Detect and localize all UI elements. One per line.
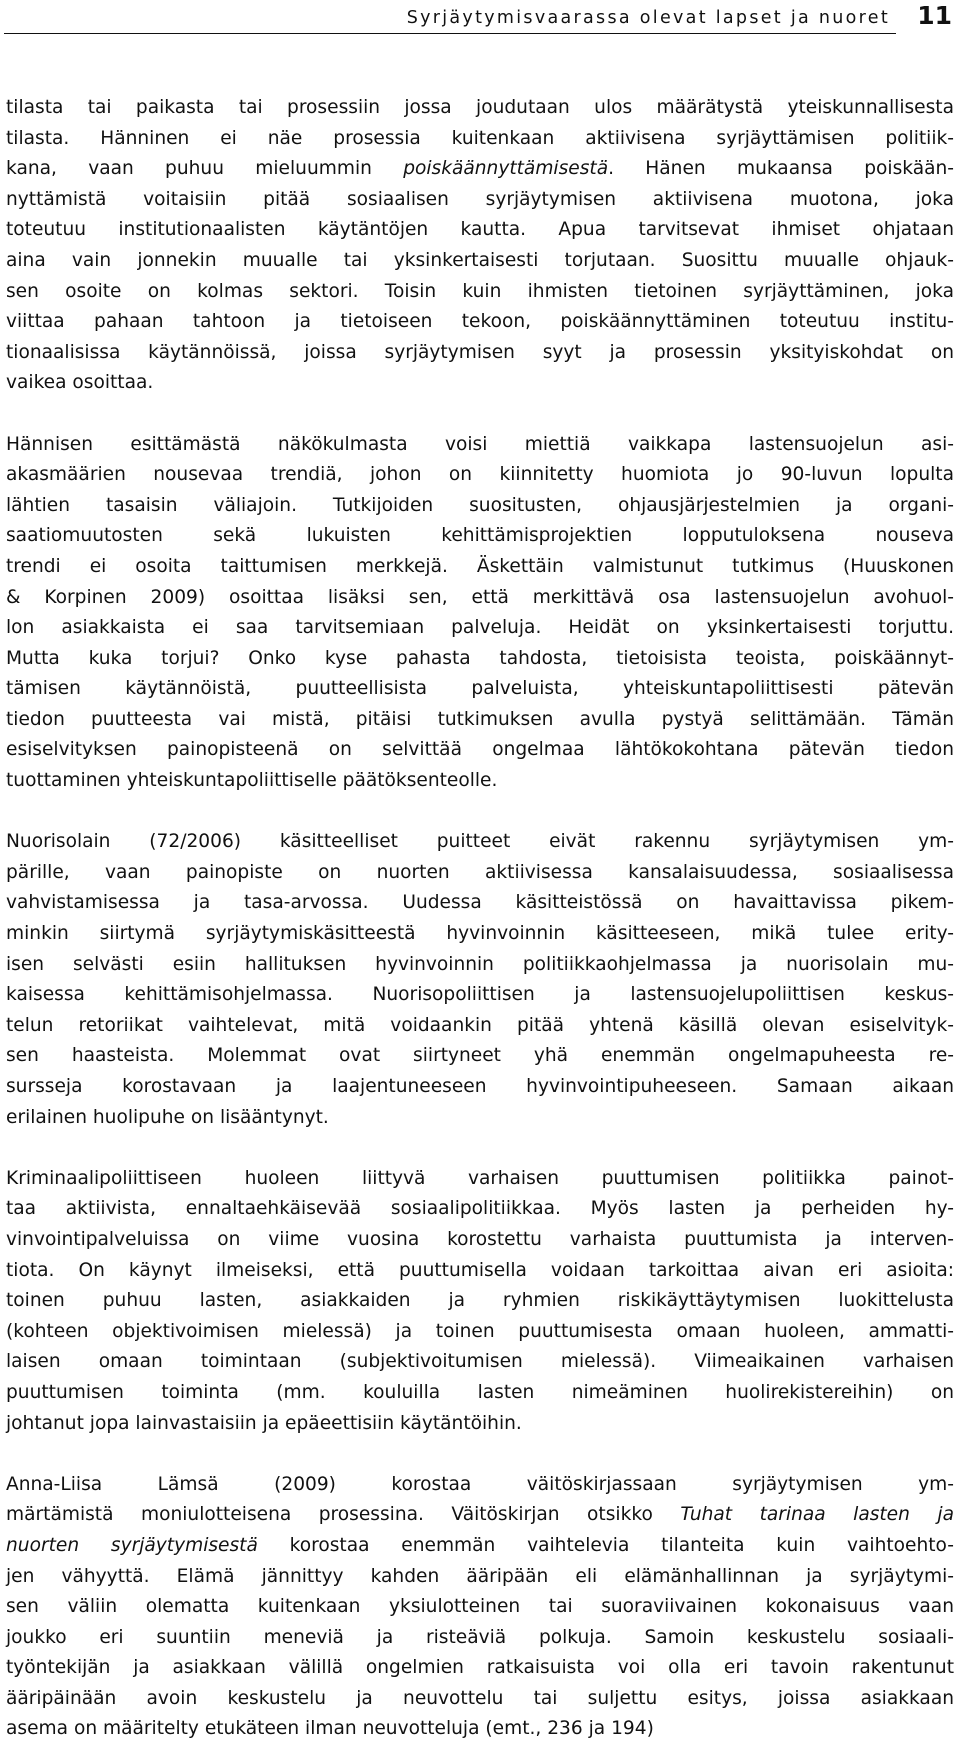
line-text: Nuorisolain (72/2006) käsitteelliset puitteet eivät rakennu syrjäytymisen ym- [6,831,954,853]
page-header [0,0,960,40]
text-line [6,124,954,155]
text-line [6,185,954,216]
text-line [6,93,954,124]
line-text: korostaa enemmän vaihtelevia tilanteita kuin vaihtoehto- [257,1534,954,1556]
line-text: jen vähyyttä. Elämä jännittyy kahden ääripään eli elämänhallinnan ja syrjäytymi- [6,1565,954,1587]
text-line [6,1317,954,1348]
text-line [6,338,954,369]
text-line [6,735,954,766]
text-line [6,827,954,858]
text-line [6,1164,954,1195]
text-line [6,368,954,399]
line-text: & Korpinen 2009) osoittaa lisäksi sen, että merkittävä osa lastensuojelun avohuol- [6,586,954,608]
line-text: lon asiakkaista ei saa tarvitsemiaan palveluja. Heidät on yksinkertaisesti torjuttu. [6,617,954,639]
header-rule [4,33,896,34]
line-text: tilasta tai paikasta tai prosessiin jossa joudutaan ulos määrätystä yteiskunnallisesta [6,97,954,118]
text-line [6,430,954,461]
text-line [6,1409,954,1440]
line-text: ääripäinään avoin keskustelu ja neuvottelu tai suljettu esitys, joissa asiakkaan [6,1687,954,1709]
text-line [6,460,954,491]
line-text: lähtien tasaisin väliajoin. Tutkijoiden suositusten, ohjausjärjestelmien ja organi- [6,494,954,516]
line-text: isen selvästi esiin hallituksen hyvinvoinnin politiikkaohjelmassa ja nuorisolain mu- [6,953,954,975]
line-text: viittaa pahaan tahtoon ja tietoiseen tekoon, poiskäännyttäminen toteutuu institu- [6,311,954,333]
text-line [6,154,954,185]
text-line [6,1684,954,1715]
text-line [6,980,954,1011]
paragraph [6,1470,954,1745]
text-line [6,858,954,889]
text-line [6,1347,954,1378]
line-text: sen haasteista. Molemmat ovat siirtyneet yhä enemmän ongelmapuheesta re- [6,1045,954,1067]
line-text: asema on määritelty etukäteen ilman neuvotteluja (emt., 236 ja 194) [6,1718,654,1740]
line-text: Anna-Liisa Lämsä (2009) korostaa väitöskirjassaan syrjäytymisen ym- [6,1473,954,1495]
italic-text: Tuhat tarinaa lasten ja [680,1504,954,1526]
line-text: aina vain jonnekin muualle tai yksinkertaisesti torjutaan. Suosittu muualle ohjauk- [6,249,954,271]
body-text [6,93,954,1745]
line-text: Hännisen esittämästä näkökulmasta voisi miettiä vaikkapa lastensuojelun asi- [6,433,954,455]
paragraph-gap [6,797,954,828]
line-text: taa aktiivista, ennaltaehkäisevää sosiaalipolitiikkaa. Myös lasten ja perheiden hy- [6,1198,954,1220]
text-line [6,1531,954,1562]
text-line [6,1378,954,1409]
text-line [6,1653,954,1684]
italic-text: nuorten syrjäytymisestä [6,1534,258,1556]
text-line [6,1256,954,1287]
line-text: trendi ei osoita taittumisen merkkejä. Äskettäin valmistunut tutkimus (Huuskonen [6,555,954,577]
text-line [6,705,954,736]
line-text: sen väliin olematta kuitenkaan yksiulotteinen tai suoraviivainen kokonaisuus vaan [6,1596,954,1618]
text-line [6,644,954,675]
text-line [6,215,954,246]
text-line [6,307,954,338]
line-text: erilainen huolipuhe on lisääntynyt. [6,1106,329,1128]
text-line [6,613,954,644]
text-line [6,1500,954,1531]
line-text: vinvointipalveluissa on viime vuosina korostettu varhaista puuttumista ja interven- [6,1228,954,1250]
paragraph-gap [6,1439,954,1470]
line-text: . Hänen mukaansa poiskään- [608,158,954,180]
line-text: tilasta. Hänninen ei näe prosessia kuitenkaan aktiivisena syrjäyttämisen politiik- [6,127,954,149]
line-text: työntekijän ja asiakkaan välillä ongelmien ratkaisuista voi olla eri tavoin rakentunut [6,1657,954,1679]
line-text: nyttämistä voitaisiin pitää sosiaalisen syrjäytymisen aktiivisena muotona, joka [6,188,954,210]
line-text: pärille, vaan painopiste on nuorten aktiivisessa kansalaisuudessa, sosiaalisessa [6,861,954,883]
paragraph [6,827,954,1133]
text-line [6,766,954,797]
line-text: vaikea osoittaa. [6,372,154,394]
text-line [6,277,954,308]
line-text: minkin siirtymä syrjäytymiskäsitteestä hyvinvoinnin käsitteeseen, mikä tulee erity- [6,923,954,945]
paragraph [6,430,954,797]
line-text: toteutuu institutionaalisten käytäntöjen kautta. Apua tarvitsevat ihmiset ohjataan [6,219,954,241]
line-text: kana, vaan puhuu mieluummin [6,158,404,180]
line-text: toinen puhuu lasten, asiakkaiden ja ryhmien riskikäyttäytymisen luokittelusta [6,1290,954,1312]
line-text: (kohteen objektivoimisen mielessä) ja toinen puuttumisesta omaan huoleen, ammatti- [6,1320,954,1342]
text-line [6,1592,954,1623]
line-text: laisen omaan toimintaan (subjektivoitumisen mielessä). Viimeaikainen varhaisen [6,1351,954,1373]
line-text: tuottaminen yhteiskuntapoliittiselle päätöksenteolle. [6,770,498,792]
line-text: joukko eri suuntiin meneviä ja risteäviä polkuja. Samoin keskustelu sosiaali- [6,1626,954,1648]
line-text: johtanut jopa lainvastaisiin ja epäeettisiin käytäntöihin. [6,1412,522,1434]
italic-text: poiskäännyttämisestä [403,158,609,180]
line-text: märtämistä moniulotteisena prosessina. Väitöskirjan otsikko [6,1504,681,1526]
text-line [6,888,954,919]
text-line [6,674,954,705]
text-line [6,1225,954,1256]
line-text: akasmäärien nousevaa trendiä, johon on kiinnitetty huomiota jo 90-luvun lopulta [6,464,954,486]
text-line [6,521,954,552]
text-line [6,1286,954,1317]
line-text: Mutta kuka torjui? Onko kyse pahasta tahdosta, tietoisista teoista, poiskäännyt- [6,647,954,669]
paragraph-gap [6,399,954,430]
line-text: esiselvityksen painopisteenä on selvittää ongelmaa lähtökokohtana pätevän tiedon [6,739,954,761]
paragraph [6,93,954,399]
text-line [6,1470,954,1501]
text-line [6,1041,954,1072]
text-line [6,1103,954,1134]
line-text: tämisen käytännöistä, puutteellisista palveluista, yhteiskuntapoliittisesti pätevän [6,678,954,700]
line-text: tiedon puutteesta vai mistä, pitäisi tutkimuksen avulla pystyä selittämään. Tämän [6,708,954,730]
text-line [6,246,954,277]
page-number: 11 [917,1,952,30]
line-text: vahvistamisessa ja tasa-arvossa. Uudessa käsitteistössä on havaittavissa pikem- [6,892,954,914]
text-line [6,1714,954,1745]
line-text: telun retoriikat vaihtelevat, mitä voidaankin pitää yhtenä käsillä olevan esiselvityk- [6,1014,954,1036]
paragraph [6,1164,954,1439]
text-line [6,919,954,950]
running-title: Syrjäytymisvaarassa olevat lapset ja nuoret [406,8,890,28]
text-line [6,1072,954,1103]
line-text: tiota. On käynyt ilmeiseksi, että puuttumisella voidaan tarkoittaa aivan eri asioita: [6,1259,954,1281]
line-text: saatiomuutosten sekä lukuisten kehittämisprojektien lopputuloksena nouseva [6,525,954,547]
text-line [6,1194,954,1225]
paragraph-gap [6,1133,954,1164]
text-line [6,491,954,522]
text-line [6,1562,954,1593]
line-text: puuttumisen toiminta (mm. kouluilla lasten nimeäminen huolirekistereihin) on [6,1381,954,1403]
text-line [6,1011,954,1042]
line-text: tionaalisissa käytännöissä, joissa syrjäytymisen syyt ja prosessin yksityiskohdat on [6,341,954,363]
line-text: sursseja korostavaan ja laajentuneeseen hyvinvointipuheeseen. Samaan aikaan [6,1076,954,1097]
text-line [6,1623,954,1654]
line-text: Kriminaalipoliittiseen huoleen liittyvä varhaisen puuttumisen politiikka painot- [6,1167,954,1189]
text-line [6,552,954,583]
line-text: sen osoite on kolmas sektori. Toisin kuin ihmisten tietoinen syrjäyttäminen, joka [6,280,954,302]
line-text: kaisessa kehittämisohjelmassa. Nuorisopoliittisen ja lastensuojelupoliittisen keskus- [6,984,954,1006]
text-line [6,950,954,981]
text-line [6,583,954,614]
